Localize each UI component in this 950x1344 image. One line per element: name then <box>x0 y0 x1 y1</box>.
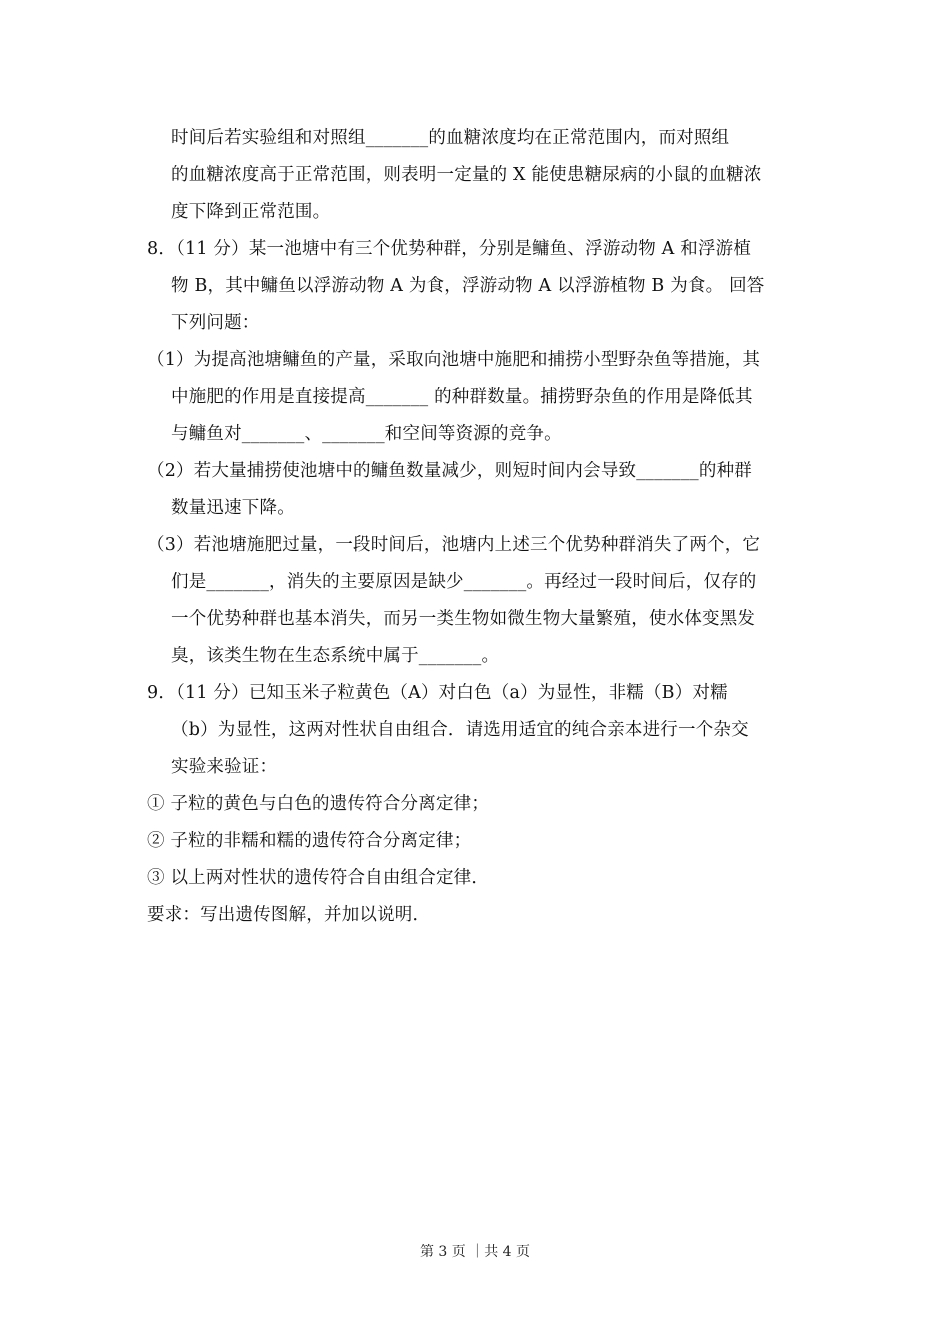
subquestion-line: （3）若池塘施肥过量，一段时间后，池塘内上述三个优势种群消失了两个，它 <box>147 535 761 555</box>
text-line: 一个优势种群也基本消失，而另一类生物如微生物大量繁殖，使水体变黑发 <box>171 609 756 629</box>
question-8-line: 8．（11 分）某一池塘中有三个优势种群，分别是鳙鱼、浮游动物 A 和浮游植 <box>147 239 752 259</box>
page-footer: 第 3 页 ｜共 4 页 <box>419 1244 531 1260</box>
text-line: 的血糖浓度高于正常范围，则表明一定量的 X 能使患糖尿病的小鼠的血糖浓 <box>171 165 762 185</box>
text-line: 下列问题： <box>171 313 260 333</box>
text-line: 物 B，其中鳙鱼以浮游动物 A 为食，浮游动物 A 以浮游植物 B 为食。 回答 <box>171 276 765 296</box>
text-line: 数量迅速下降。 <box>171 498 295 518</box>
list-item: ② 子粒的非糯和糯的遗传符合分离定律； <box>147 831 472 851</box>
text-line: 与鳙鱼对_______、_______和空间等资源的竞争。 <box>171 424 562 444</box>
subquestion-line: （2）若大量捕捞使池塘中的鳙鱼数量减少，则短时间内会导致_______的种群 <box>147 461 752 481</box>
requirement-line: 要求：写出遗传图解，并加以说明． <box>147 905 431 925</box>
list-item: ③ 以上两对性状的遗传符合自由组合定律． <box>147 868 490 888</box>
text-line: 臭，该类生物在生态系统中属于_______。 <box>171 646 500 666</box>
text-line: 实验来验证： <box>171 757 278 777</box>
text-line: 们是_______，消失的主要原因是缺少_______。再经过一段时间后，仅存的 <box>171 572 757 592</box>
text-line: （b）为显性，这两对性状自由组合．请选用适宜的纯合亲本进行一个杂交 <box>171 720 749 740</box>
text-line: 度下降到正常范围。 <box>171 202 331 222</box>
question-9-line: 9．（11 分）已知玉米子粒黄色（A）对白色（a）为显性，非糯（B）对糯 <box>147 683 728 703</box>
text-line: 中施肥的作用是直接提高_______ 的种群数量。捕捞野杂鱼的作用是降低其 <box>171 387 753 407</box>
list-item: ① 子粒的黄色与白色的遗传符合分离定律； <box>147 794 490 814</box>
text-line: 时间后若实验组和对照组_______的血糖浓度均在正常范围内，而对照组 <box>171 128 730 148</box>
subquestion-line: （1）为提高池塘鳙鱼的产量，采取向池塘中施肥和捕捞小型野杂鱼等措施，其 <box>147 350 761 370</box>
